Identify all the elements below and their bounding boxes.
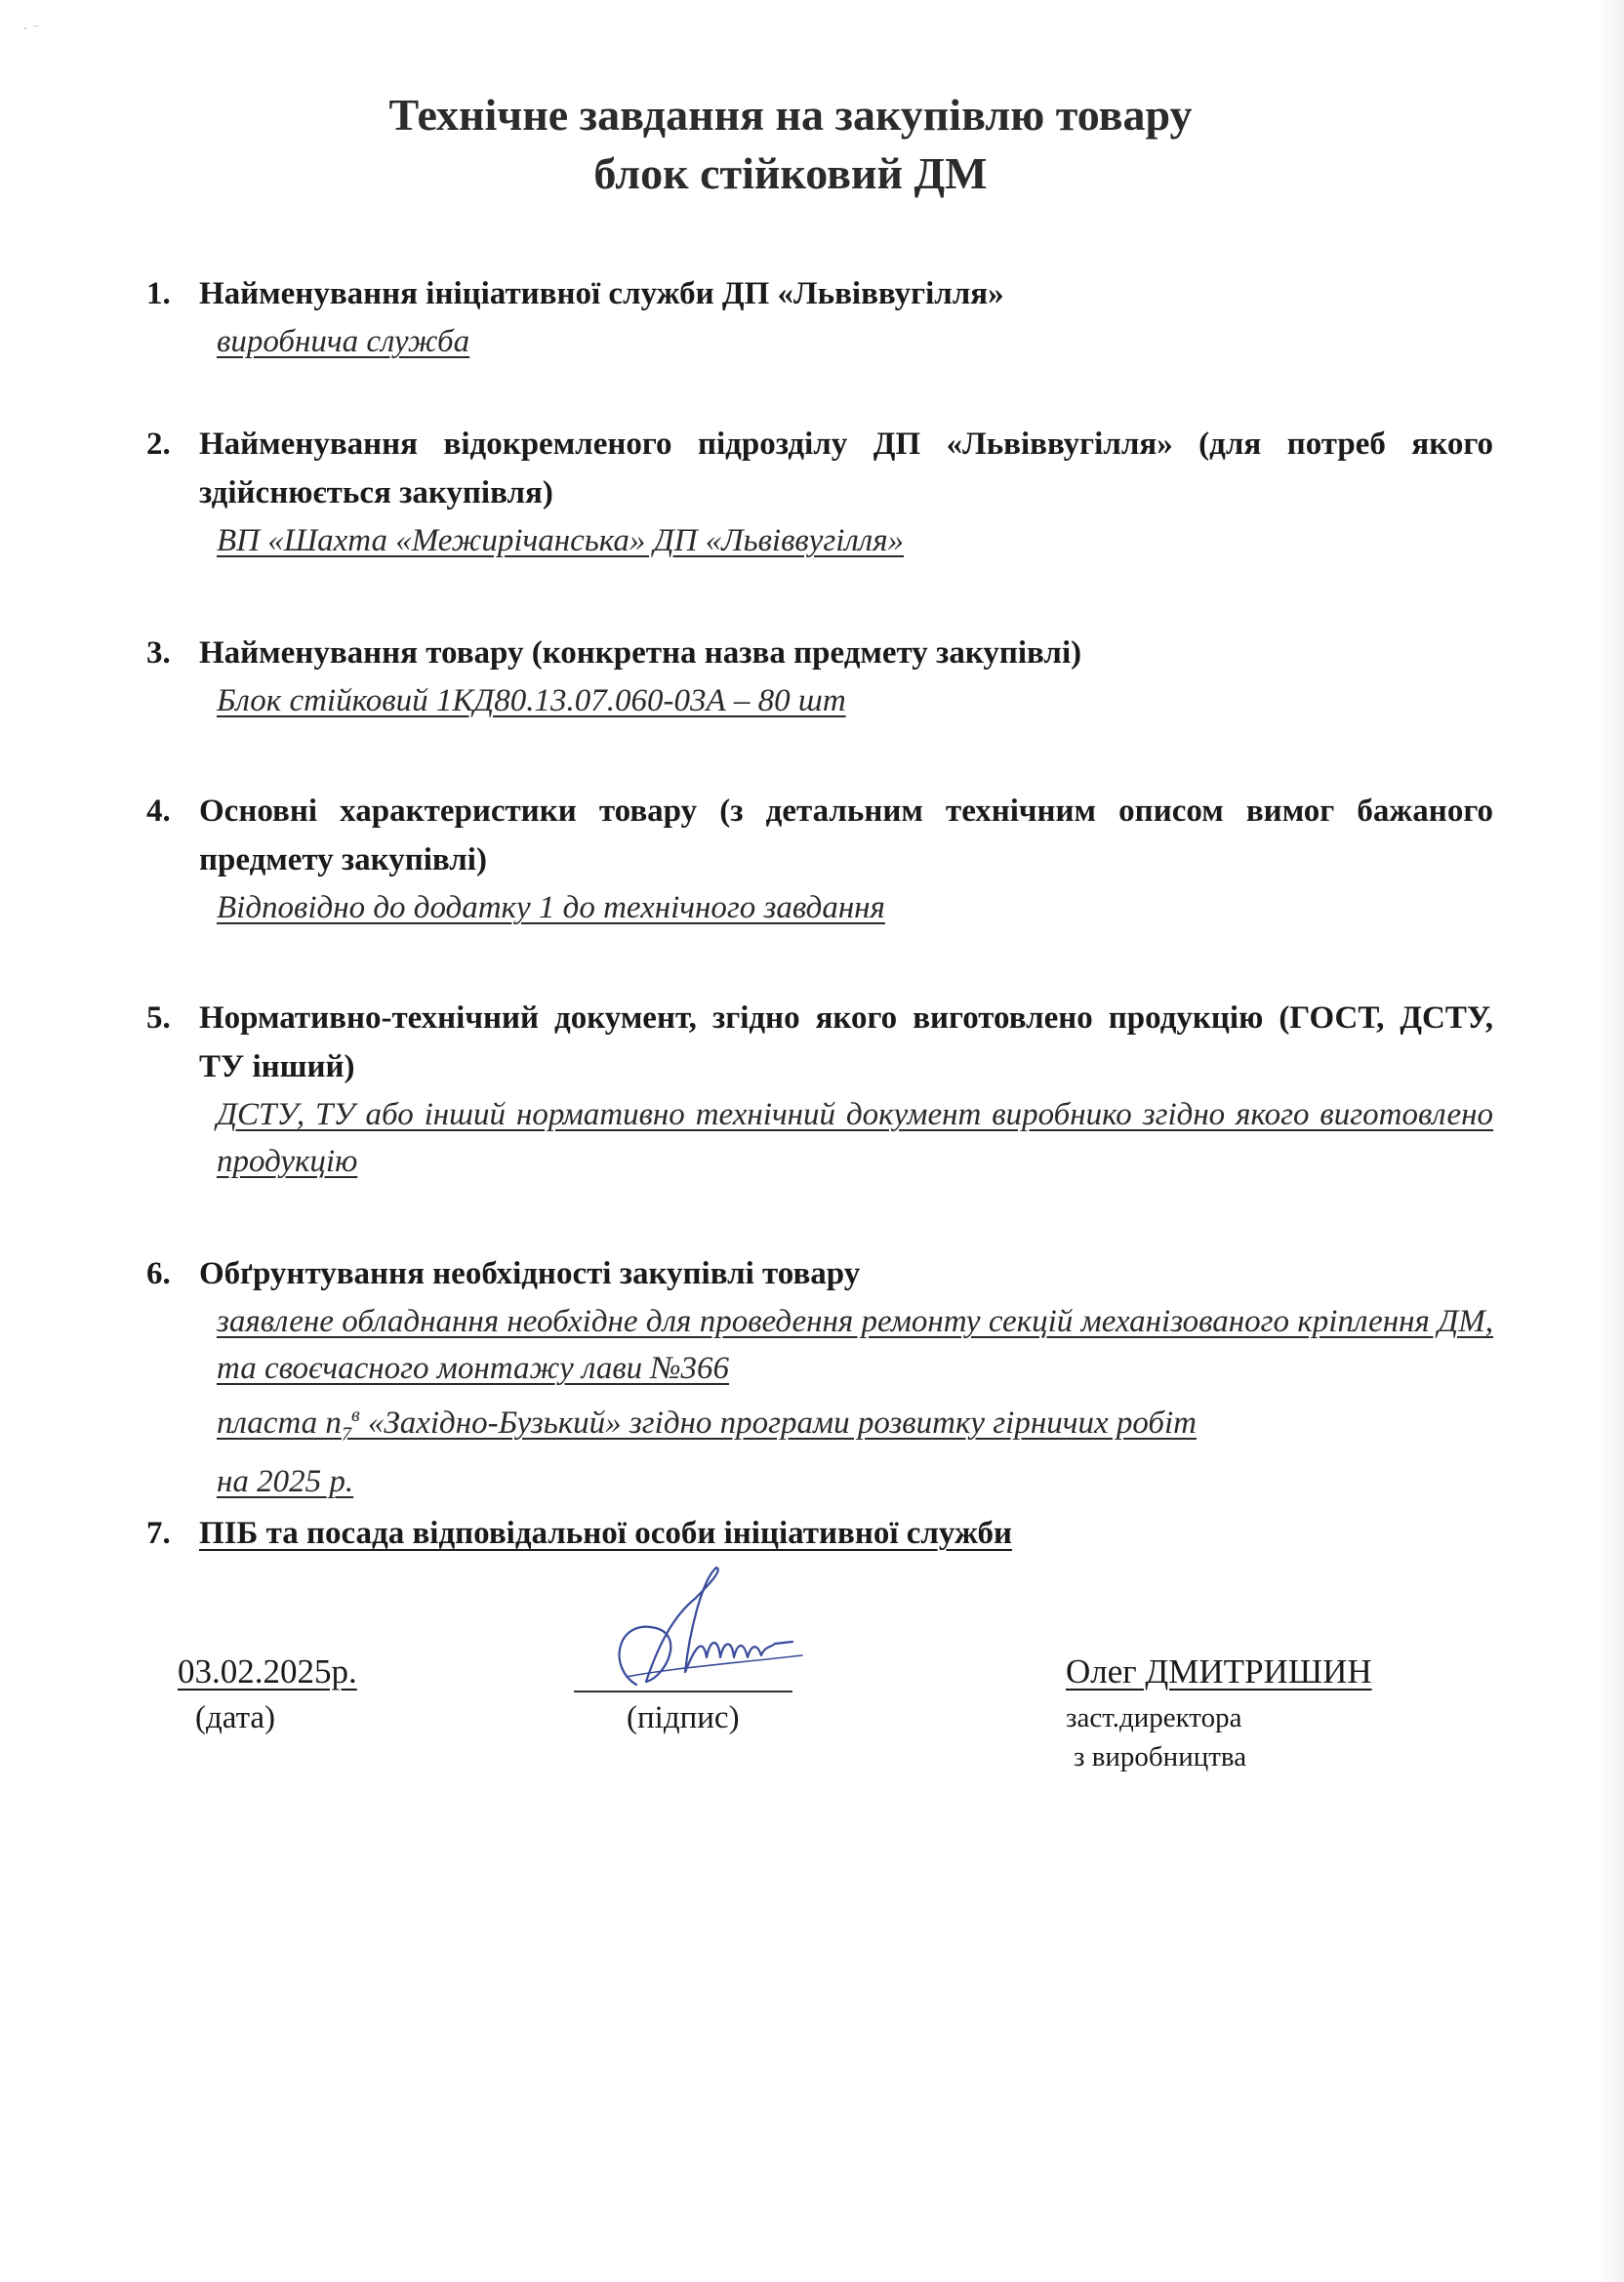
responsible-person-name: Олег ДМИТРИШИН (1066, 1652, 1372, 1691)
section-number: 2. (146, 427, 171, 462)
section-value-line-2 (217, 1392, 1493, 1458)
stratum-superscript: в (350, 1405, 360, 1426)
section-value: ДСТУ, ТУ або інший нормативно технічний документ виробнико згідно якого виготовлено продукцію (217, 1097, 1493, 1179)
section-heading (199, 1509, 1493, 1558)
section-number: 1. (146, 276, 171, 311)
section-value: ВП «Шахта «Межирічанська» ДП «Львіввугілля» (217, 523, 905, 558)
stratum-subscript: 7 (341, 1423, 351, 1446)
section-number: 5. (146, 1000, 171, 1036)
section-number: 3. (146, 635, 171, 671)
section-6 (146, 1249, 1493, 1505)
handwritten-signature (597, 1560, 812, 1706)
section-value: Блок стійковий 1КД80.13.07.060-03А – 80 шт (217, 683, 846, 718)
section-heading: Нормативно-технічний документ, згідно якого виготовлено продукцію (ГОСТ, ДСТУ, ТУ інший) (199, 1000, 1493, 1084)
section-heading-underlined: ПІБ та посада відповідальної особи ініціативної служби (199, 1516, 1012, 1551)
position-line-2: з виробництва (1074, 1741, 1247, 1773)
section-4 (146, 787, 1493, 931)
stratum-prefix: пласта n (217, 1406, 342, 1441)
section-7 (146, 1509, 1493, 1558)
signature-caption: (підпис) (627, 1700, 740, 1735)
section-heading: Основні характеристики товару (з детальним технічним описом вимог бажаного предмету закупівлі) (199, 794, 1493, 877)
section-heading: Найменування ініціативної служби ДП «Львіввугілля» (199, 276, 1004, 311)
date-caption: (дата) (195, 1700, 276, 1735)
title-line-2: блок стійковий ДМ (593, 148, 988, 198)
position-line-1: заст.директора (1066, 1702, 1242, 1733)
section-value-line-1: заявлене обладнання необхідне для проведення ремонту секцій механізованого кріплення ДМ, та своєчасного монтажу лави №366 (217, 1304, 1493, 1386)
section-heading: Обґрунтування необхідності закупівлі товару (199, 1256, 861, 1291)
section-number: 6. (146, 1256, 171, 1291)
section-5 (146, 994, 1493, 1185)
scan-edge (1595, 0, 1624, 2282)
section-3 (146, 629, 1493, 724)
section-heading: Найменування відокремленого підрозділу ДП «Львіввугілля» (для потреб якого здійснюється закупівля) (199, 427, 1493, 510)
section-value: Відповідно до додатку 1 до технічного завдання (217, 890, 885, 925)
section-number: 4. (146, 794, 171, 829)
signature-block (0, 1650, 1624, 1806)
date-value: 03.02.2025р. (178, 1652, 357, 1691)
section-value: виробнича служба (217, 324, 470, 359)
section-1 (146, 269, 1493, 365)
title-line-1: Технічне завдання на закупівлю товару (388, 90, 1193, 140)
section-2 (146, 420, 1493, 564)
scan-mark: ⋅ ⁻ (23, 21, 40, 37)
document-title (0, 86, 1581, 203)
stratum-suffix: «Західно-Бузький» згідно програми розвитку гірничих робіт (359, 1406, 1197, 1441)
section-value-line-3: на 2025 р. (217, 1463, 354, 1499)
section-number: 7. (146, 1516, 171, 1551)
section-heading: Найменування товару (конкретна назва предмету закупівлі) (199, 635, 1082, 671)
